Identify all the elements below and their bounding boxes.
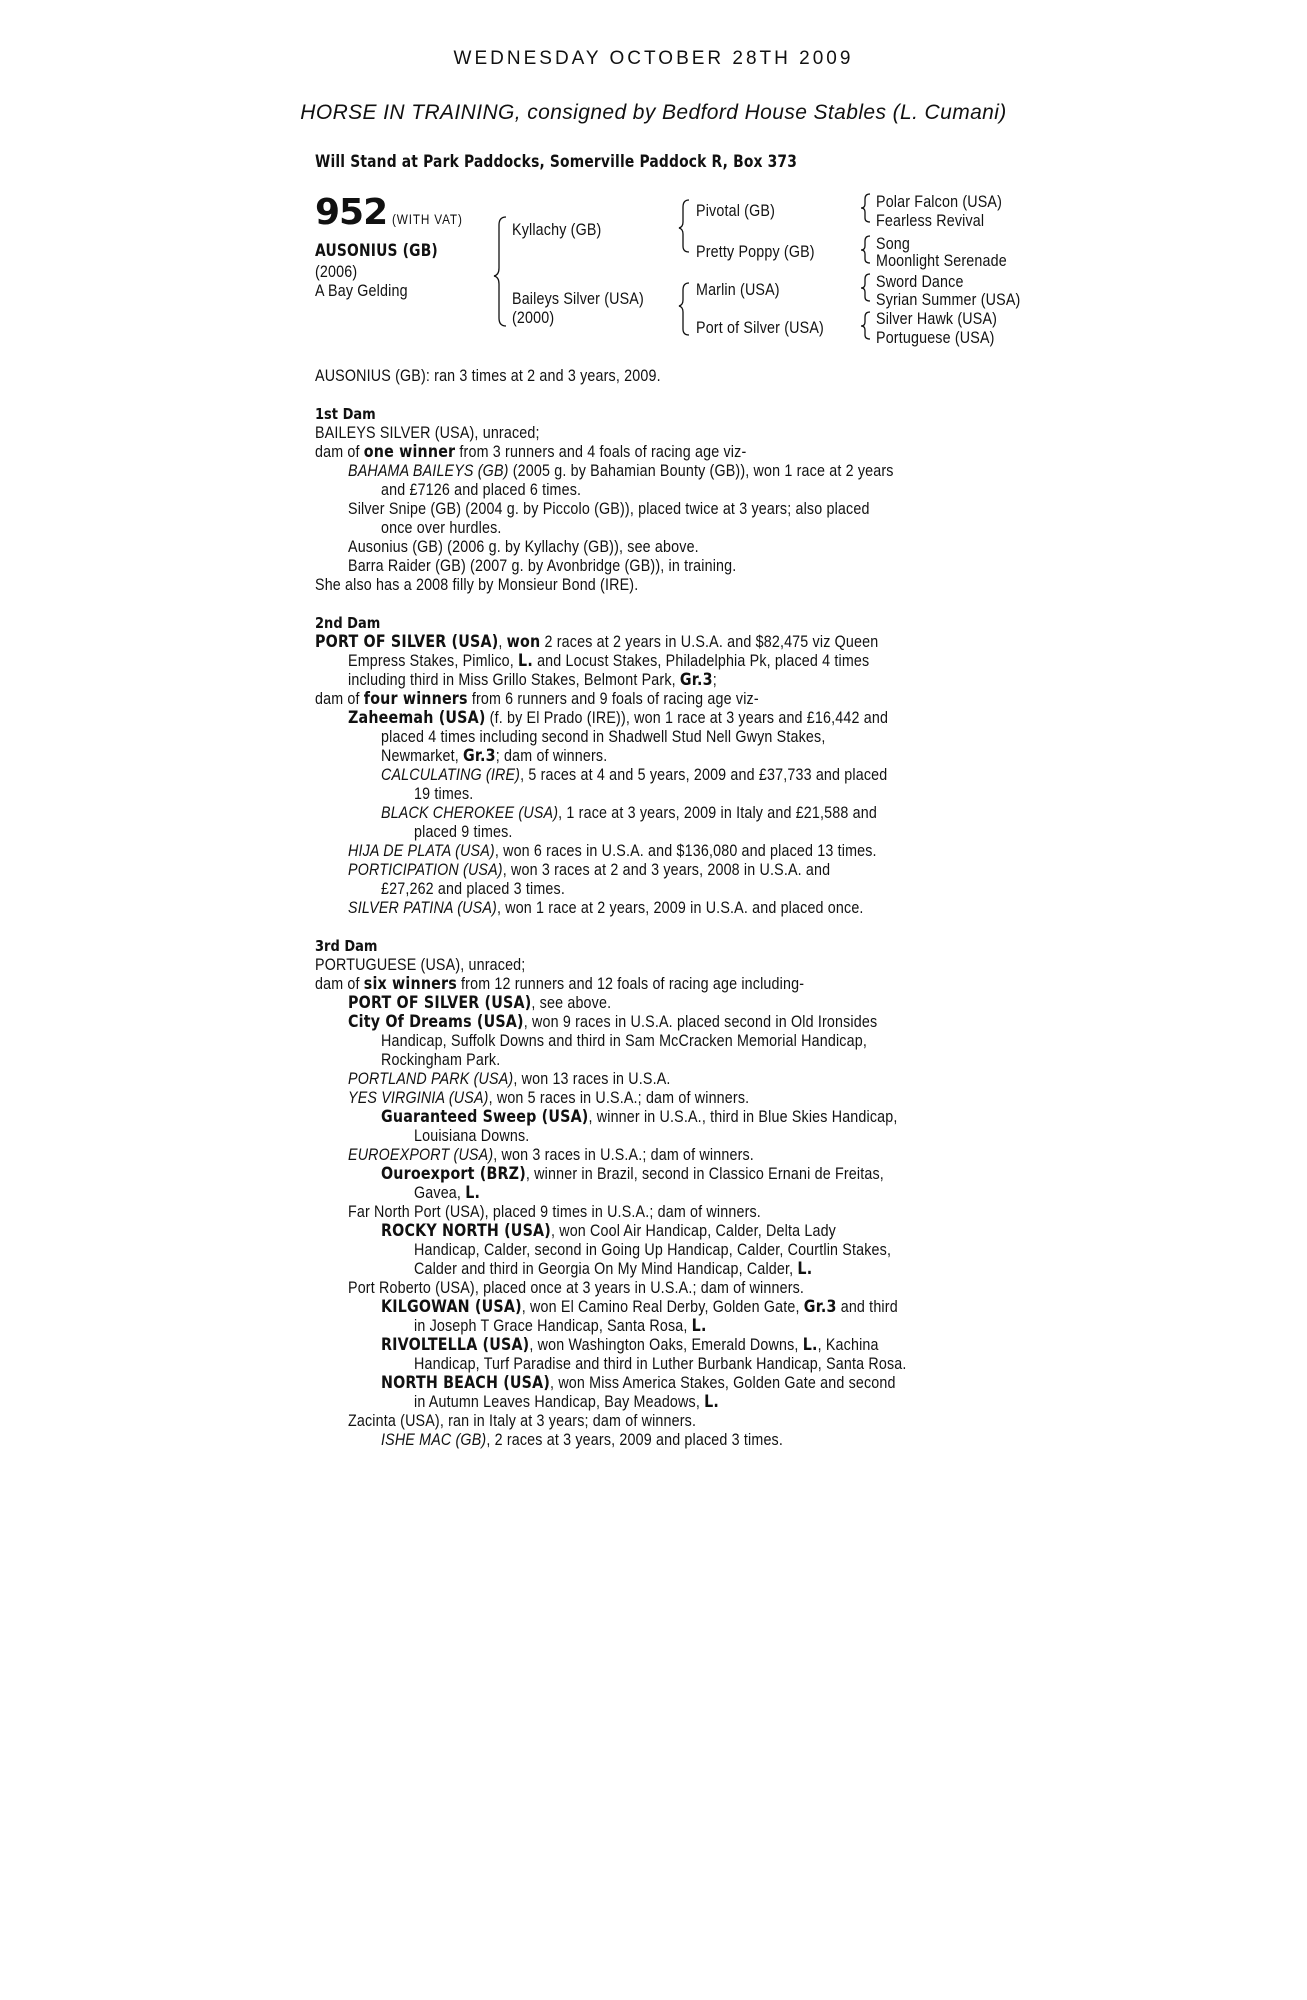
text-run: from 3 runners and 4 foals of racing age viz- <box>455 442 747 461</box>
progeny-name: SILVER PATINA (USA) <box>348 898 497 917</box>
third-dam-line: Handicap, Turf Paradise and third in Luther Burbank Handicap, Santa Rosa. <box>414 1354 907 1373</box>
progeny-name: Guaranteed Sweep (USA) <box>381 1107 589 1127</box>
ggsire-2: Song <box>876 234 911 253</box>
third-dam-line <box>381 1164 884 1184</box>
listed-mark: L. <box>704 1392 719 1412</box>
text-run: in Joseph T Grace Handicap, Santa Rosa, <box>414 1316 692 1335</box>
sire-sire: Pivotal (GB) <box>696 201 775 220</box>
progeny-name: BAHAMA BAILEYS (GB) <box>348 461 509 480</box>
group-mark: Gr.3 <box>462 746 496 766</box>
text-run: , won El Camino Real Derby, Golden Gate, <box>521 1297 804 1316</box>
text-run: , won Cool Air Handicap, Calder, Delta Lady <box>550 1221 836 1240</box>
text-run: , 1 race at 3 years, 2009 in Italy and £21,588 and <box>558 803 877 822</box>
third-dam-line <box>414 1259 812 1279</box>
dam: Baileys Silver (USA) <box>512 289 644 308</box>
third-dam-line: PORTUGUESE (USA), unraced; <box>315 955 526 974</box>
winners-count: six winners <box>363 974 457 994</box>
progeny-name: PORT OF SILVER (USA) <box>348 993 532 1013</box>
text-run: , winner in U.S.A., third in Blue Skies Handicap, <box>588 1107 898 1126</box>
text-run: dam of <box>315 974 364 993</box>
third-dam-line: Rockingham Park. <box>381 1050 501 1069</box>
ggdam-3: Syrian Summer (USA) <box>876 290 1021 309</box>
third-dam-line <box>315 974 804 994</box>
progeny-name: BLACK CHEROKEE (USA) <box>381 803 559 822</box>
text-run: , see above. <box>531 993 612 1012</box>
progeny-name: CALCULATING (IRE) <box>381 765 521 784</box>
third-dam-line <box>348 993 611 1013</box>
group-mark: Gr.3 <box>803 1297 837 1317</box>
text-run: dam of <box>315 689 364 708</box>
lot-number: 952 <box>315 192 388 233</box>
first-dam-line: Barra Raider (GB) (2007 g. by Avonbridge (GB)), in training. <box>348 556 737 575</box>
text-run: Empress Stakes, Pimlico, <box>348 651 519 670</box>
progeny-name: ROCKY NORTH (USA) <box>381 1221 551 1241</box>
second-dam-line <box>348 708 888 728</box>
winners-count: four winners <box>363 689 468 709</box>
first-dam-line <box>315 442 746 462</box>
ggdam-4: Portuguese (USA) <box>876 328 995 347</box>
third-dam-line <box>381 1430 783 1450</box>
third-dam-line: Far North Port (USA), placed 9 times in U.S.A.; dam of winners. <box>348 1202 761 1221</box>
second-dam-line <box>315 632 878 652</box>
third-dam-line: Zacinta (USA), ran in Italy at 3 years; dam of winners. <box>348 1411 697 1430</box>
dam-year: (2000) <box>512 308 555 327</box>
winners-count: one winner <box>363 442 456 462</box>
text-run: ; <box>712 670 717 689</box>
listed-mark: L. <box>518 651 533 671</box>
text-run: from 12 runners and 12 foals of racing age including- <box>456 974 805 993</box>
text-run: (f. by El Prado (IRE)), won 1 race at 3 years and £16,442 and <box>485 708 889 727</box>
text-run: Calder and third in Georgia On My Mind Handicap, Calder, <box>414 1259 798 1278</box>
text-run: (2005 g. by Bahamian Bounty (GB)), won 1 race at 2 years <box>508 461 894 480</box>
third-dam-line <box>414 1183 480 1203</box>
progeny-name: YES VIRGINIA (USA) <box>348 1088 489 1107</box>
text-run: and third <box>836 1297 898 1316</box>
third-dam-line: Louisiana Downs. <box>414 1126 530 1145</box>
progeny-name: RIVOLTELLA (USA) <box>381 1335 530 1355</box>
second-dam-line: placed 9 times. <box>414 822 513 841</box>
dam-dam: Port of Silver (USA) <box>696 318 824 337</box>
vat-label: (WITH VAT) <box>392 211 463 227</box>
text-run: including third in Miss Grillo Stakes, Belmont Park, <box>348 670 680 689</box>
text-run: , won 5 races in U.S.A.; dam of winners. <box>488 1088 750 1107</box>
third-dam-line <box>381 1297 898 1317</box>
horse-description: A Bay Gelding <box>315 281 408 300</box>
progeny-name: PORTICIPATION (USA) <box>348 860 503 879</box>
first-dam-heading-text: 1st Dam <box>315 405 376 423</box>
progeny-name: KILGOWAN (USA) <box>381 1297 522 1317</box>
first-dam-line: She also has a 2008 filly by Monsieur Bond (IRE). <box>315 575 639 594</box>
second-dam-line <box>381 765 887 785</box>
ggsire-3: Sword Dance <box>876 272 964 291</box>
second-dam-line: £27,262 and placed 3 times. <box>381 879 565 898</box>
consignment-line: HORSE IN TRAINING, consigned by Bedford House Stables (L. Cumani) <box>300 101 1007 124</box>
progeny-name: HIJA DE PLATA (USA) <box>348 841 495 860</box>
text-run: , won Washington Oaks, Emerald Downs, <box>529 1335 803 1354</box>
third-dam-line <box>381 1373 896 1393</box>
ggsire-1: Polar Falcon (USA) <box>876 192 1003 211</box>
progeny-name: NORTH BEACH (USA) <box>381 1373 551 1393</box>
text-run: , won Miss America Stakes, Golden Gate and second <box>550 1373 896 1392</box>
horse-year: (2006) <box>315 262 358 281</box>
text-run: , won 13 races in U.S.A. <box>513 1069 671 1088</box>
horse-name: AUSONIUS (GB) <box>315 241 438 260</box>
second-dam-heading <box>315 613 380 633</box>
third-dam-line: Handicap, Calder, second in Going Up Handicap, Calder, Courtlin Stakes, <box>414 1240 892 1259</box>
progeny-name: ISHE MAC (GB) <box>381 1430 487 1449</box>
stand-location: Will Stand at Park Paddocks, Somerville Paddock R, Box 373 <box>315 152 798 171</box>
progeny-name: EUROEXPORT (USA) <box>348 1145 494 1164</box>
second-dam-line <box>315 689 759 709</box>
second-dam-line <box>348 898 864 918</box>
text-run: and Locust Stakes, Philadelphia Pk, placed 4 times <box>532 651 870 670</box>
text-run: , won 1 race at 2 years, 2009 in U.S.A. and placed once. <box>496 898 864 917</box>
third-dam-line <box>381 1107 898 1127</box>
listed-mark: L. <box>797 1259 813 1279</box>
progeny-name: Ouroexport (BRZ) <box>381 1164 526 1184</box>
listed-mark: L. <box>802 1335 818 1355</box>
third-dam-line <box>348 1069 671 1089</box>
text-run: 2 races at 2 years in U.S.A. and $82,475 viz Queen <box>540 632 879 651</box>
text-run: , won 9 races in U.S.A. placed second in Old Ironsides <box>523 1012 878 1031</box>
first-dam-line: Silver Snipe (GB) (2004 g. by Piccolo (GB)), placed twice at 3 years; also placed <box>348 499 870 518</box>
text-run: , 5 races at 4 and 5 years, 2009 and £37,733 and placed <box>520 765 888 784</box>
progeny-name: City Of Dreams (USA) <box>348 1012 524 1032</box>
second-dam-line: 19 times. <box>414 784 474 803</box>
text-run: , winner in Brazil, second in Classico Ernani de Freitas, <box>525 1164 884 1183</box>
ggsire-4: Silver Hawk (USA) <box>876 309 998 328</box>
race-summary: AUSONIUS (GB): ran 3 times at 2 and 3 years, 2009. <box>315 366 661 385</box>
first-dam-heading <box>315 404 376 424</box>
sale-date: WEDNESDAY OCTOBER 28TH 2009 <box>453 48 854 69</box>
text-run: , won 3 races in U.S.A.; dam of winners. <box>493 1145 754 1164</box>
first-dam-line: BAILEYS SILVER (USA), unraced; <box>315 423 540 442</box>
text-run: , won 6 races in U.S.A. and $136,080 and placed 13 times. <box>494 841 877 860</box>
lot-number-block <box>315 192 477 233</box>
first-dam-line: and £7126 and placed 6 times. <box>381 480 582 499</box>
second-dam-line: placed 4 times including second in Shadwell Stud Nell Gwyn Stakes, <box>381 727 826 746</box>
text-run: ; dam of winners. <box>495 746 608 765</box>
progeny-name: PORTLAND PARK (USA) <box>348 1069 514 1088</box>
second-dam-line <box>381 803 877 823</box>
third-dam-line: Port Roberto (USA), placed once at 3 years in U.S.A.; dam of winners. <box>348 1278 805 1297</box>
third-dam-heading <box>315 936 378 956</box>
text-run: dam of <box>315 442 364 461</box>
dam-sire: Marlin (USA) <box>696 280 780 299</box>
third-dam-line <box>348 1012 877 1032</box>
ggdam-2: Moonlight Serenade <box>876 251 1007 270</box>
listed-mark: L. <box>465 1183 481 1203</box>
listed-mark: L. <box>691 1316 707 1336</box>
third-dam-line <box>381 1221 836 1241</box>
text-run: , won 3 races at 2 and 3 years, 2008 in U.S.A. and <box>502 860 831 879</box>
sire-dam: Pretty Poppy (GB) <box>696 242 815 261</box>
third-dam-line: Handicap, Suffolk Downs and third in Sam McCracken Memorial Handicap, <box>381 1031 867 1050</box>
text-run: won <box>506 632 541 652</box>
second-dam-line <box>381 746 607 766</box>
progeny-name: Zaheemah (USA) <box>348 708 486 728</box>
third-dam-line <box>414 1392 719 1412</box>
text-run: , <box>498 632 507 651</box>
third-dam-line <box>414 1316 707 1336</box>
third-dam-line <box>348 1088 749 1108</box>
text-run: Gavea, <box>414 1183 466 1202</box>
text-run: Newmarket, <box>381 746 463 765</box>
dam-name: PORT OF SILVER (USA) <box>315 632 499 652</box>
text-run: , Kachina <box>817 1335 879 1354</box>
third-dam-line <box>348 1145 754 1165</box>
text-run: from 6 runners and 9 foals of racing age viz- <box>467 689 759 708</box>
second-dam-heading-text: 2nd Dam <box>315 614 381 632</box>
second-dam-line <box>348 841 877 861</box>
group-mark: Gr.3 <box>679 670 713 690</box>
third-dam-heading-text: 3rd Dam <box>315 937 378 955</box>
first-dam-line <box>348 461 894 481</box>
second-dam-line <box>348 651 869 671</box>
third-dam-line <box>381 1335 879 1355</box>
text-run: , 2 races at 3 years, 2009 and placed 3 times. <box>486 1430 784 1449</box>
second-dam-line <box>348 670 717 690</box>
ggdam-1: Fearless Revival <box>876 211 985 230</box>
second-dam-line <box>348 860 830 880</box>
sire: Kyllachy (GB) <box>512 220 602 239</box>
first-dam-line: once over hurdles. <box>381 518 502 537</box>
first-dam-line: Ausonius (GB) (2006 g. by Kyllachy (GB)), see above. <box>348 537 699 556</box>
text-run: in Autumn Leaves Handicap, Bay Meadows, <box>414 1392 705 1411</box>
